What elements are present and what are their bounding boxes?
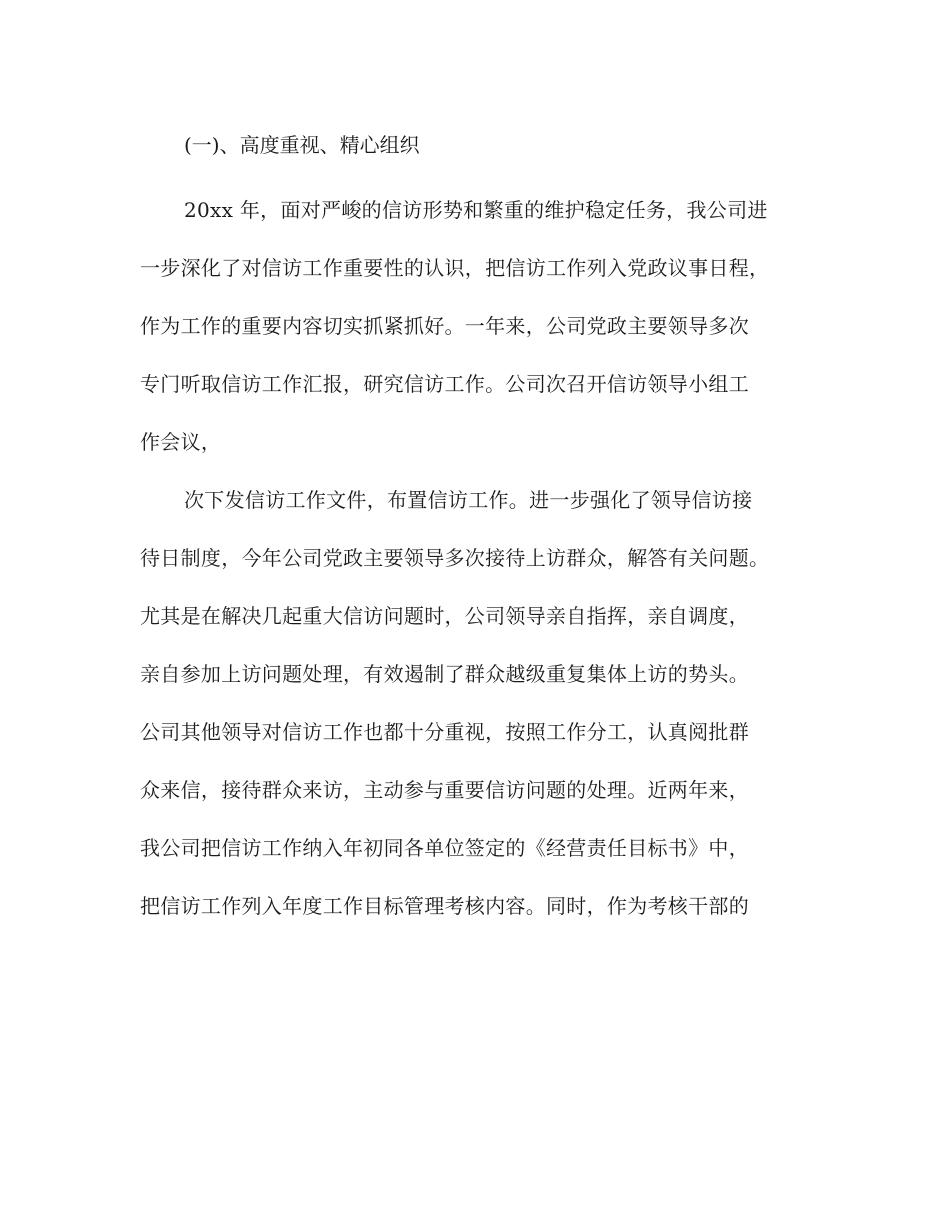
paragraph-line: 尤其是在解决几起重大信访问题时，公司领导亲自指挥，亲自调度，: [140, 604, 749, 628]
paragraph-line: 众来信，接待群众来访，主动参与重要信访问题的处理。近两年来，: [140, 778, 749, 802]
paragraph-line: 亲自参加上访问题处理，有效遏制了群众越级重复集体上访的势头。: [140, 662, 749, 686]
paragraph-line: 专门听取信访工作汇报，研究信访工作。公司次召开信访领导小组工: [140, 372, 749, 396]
paragraph-line: 我公司把信访工作纳入年初同各单位签定的《经营责任目标书》中，: [140, 836, 749, 860]
paragraph-line: 20xx 年，面对严峻的信访形势和繁重的维护稳定任务，我公司进: [184, 198, 768, 222]
paragraph-line: 一步深化了对信访工作重要性的认识，把信访工作列入党政议事日程，: [140, 256, 770, 280]
paragraph-2: [140, 480, 810, 944]
section-heading: (一)、高度重视、精心组织: [184, 133, 420, 157]
heading-spacer: [140, 165, 810, 190]
paragraph-line: 把信访工作列入年度工作目标管理考核内容。同时，作为考核干部的: [140, 894, 749, 918]
paragraph-line: 作为工作的重要内容切实抓紧抓好。一年来，公司党政主要领导多次: [140, 314, 749, 338]
document-body: [140, 125, 810, 944]
paragraph-line: 次下发信访工作文件，布置信访工作。进一步强化了领导信访接: [184, 488, 753, 512]
paragraph-line: 作会议，: [140, 430, 222, 454]
paragraph-1: [140, 190, 810, 480]
paragraph-line: 公司其他领导对信访工作也都十分重视，按照工作分工，认真阅批群: [140, 720, 749, 744]
paragraph-line: 待日制度，今年公司党政主要领导多次接待上访群众，解答有关问题。: [140, 546, 770, 570]
